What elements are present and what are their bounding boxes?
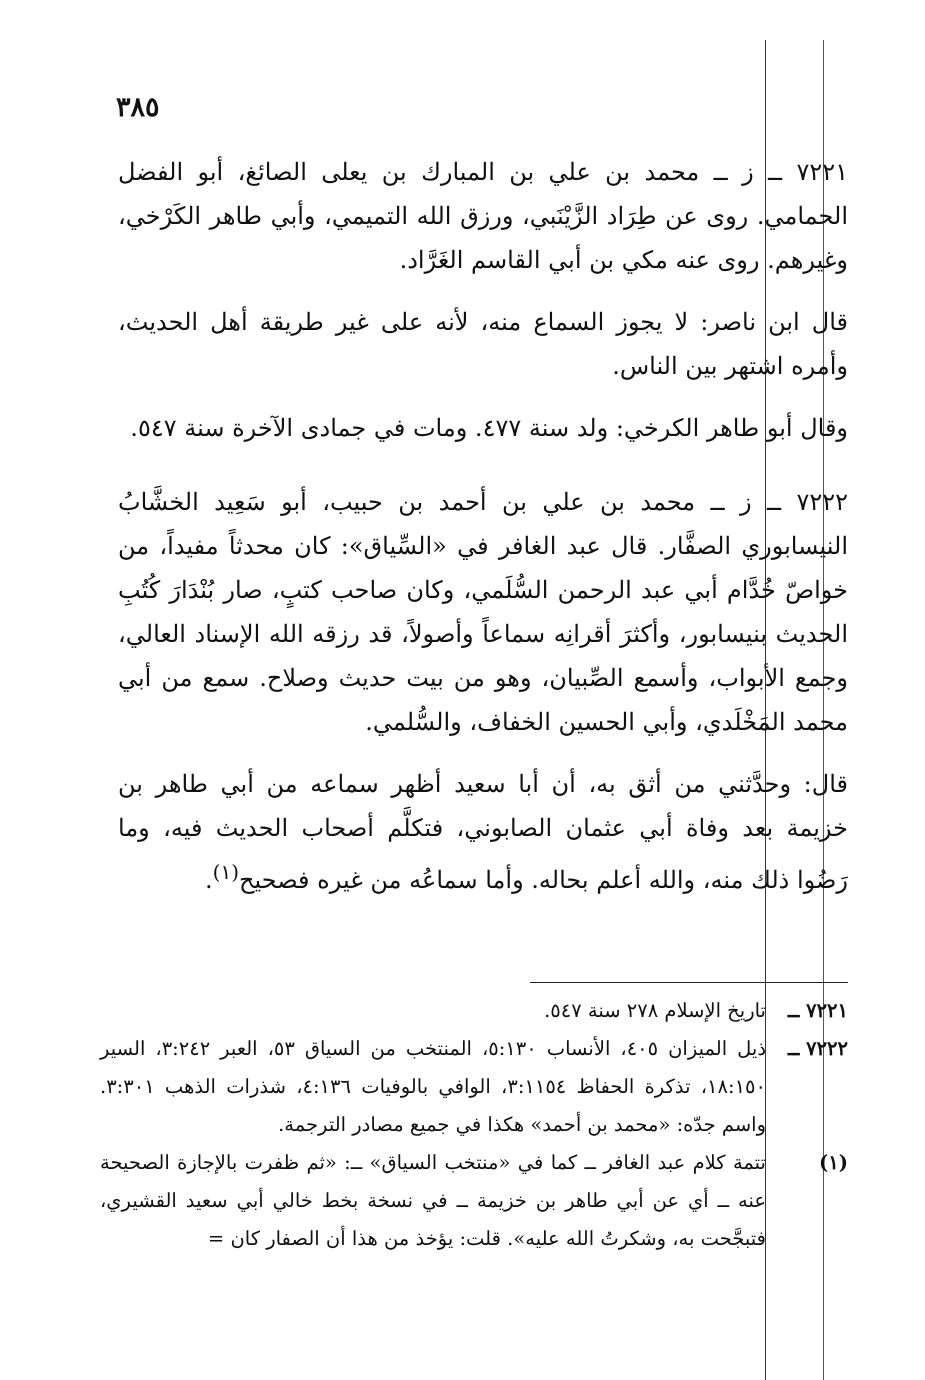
footnote-text: ذيل الميزان ٤٠٥، الأنساب ٥:١٣٠، المنتخب من السياق ٥٣، العبر ٣:٢٤٢، السير ١٨:١٥٠، تذكرة الحفاظ ٣:١١٥٤، الوافي بالوفيات ٤:١٣٦، شذرات الذهب ٣:٣٠١. واسم جدّه: «محمد بن أحمد» هكذا في جميع مصادر الترجمة. (100, 1037, 766, 1136)
footnote-reference: (١) (212, 860, 239, 884)
narration-paragraph: قال: وحدَّثني من أثق به، أن أبا سعيد أظهر سماعه من أبي طاهر بن خزيمة بعد وفاة أبي عثمان الصابوني، فتكلَّم أصحاب الحديث فيه، وما رَضُوا ذلك منه، والله أعلم بحاله. وأما سماعُه من غيره فصحيح$^{(١)}$. (118, 770, 848, 894)
footnote-key: ٧٢٢١ ــ (787, 999, 848, 1022)
ibn-nasir-paragraph: قال ابن ناصر: لا يجوز السماع منه، لأنه على غير طريقة أهل الحديث، وأمره اشتهر بين الناس. (118, 308, 848, 380)
footnotes (100, 992, 848, 1258)
footnote-1 (100, 1144, 848, 1258)
entry-7221-paragraph: ٧٢٢١ ــ ز ــ محمد بن علي بن المبارك بن يعلى الصائغ، أبو الفضل الحمامي. روى عن طِرَاد الزَّيْنَبي، ورزق الله التميمي، وأبي طاهر الكَرْخي، وغيرهم. روى عنه مكي بن أبي القاسم الغَرَّاد. (118, 158, 848, 274)
main-text (118, 150, 848, 920)
footnote-text: تتمة كلام عبد الغافر ــ كما في «منتخب السياق» ــ: «ثم ظفرت بالإجازة الصحيحة عنه ــ أي عن أبي طاهر بن خزيمة ــ في نسخة بخط خالي أبي سعيد القشيري، فتبجَّحت به، وشكرتُ الله عليه». قلت: يؤخذ من هذا أن الصفار كان = (100, 1151, 766, 1250)
footnote-separator (530, 982, 848, 983)
entry-7222-paragraph: ٧٢٢٢ ــ ز ــ محمد بن علي بن أحمد بن حبيب، أبو سَعِيد الخشَّابُ النيسابوري الصفَّار. قال عبد الغافر في «السِّياق»: كان محدثاً مفيداً، من خواصّ خُدَّام أبي عبد الرحمن السُّلَمي، وكان صاحب كتبٍ، صار بُنْدَارَ كُتُبِ الحديث بنيسابور، وأكثرَ أقرانِه سماعاً وأصولاً، قد رزقه الله الإسناد العالي، وجمع الأبواب، وأسمع الصِّبيان، وهو من بيت حديث وصلاح. سمع من أبي محمد المَخْلَدي، وأبي الحسين الخفاف، والسُّلمي. (118, 488, 848, 736)
footnote-key: (١) (819, 1151, 848, 1174)
footnote-7221 (100, 992, 848, 1030)
footnote-key: ٧٢٢٢ ــ (787, 1037, 848, 1060)
footnote-7222 (100, 1030, 848, 1144)
narration-text: قال: وحدَّثني من أثق به، أن أبا سعيد أظهر سماعه من أبي طاهر بن خزيمة بعد وفاة أبي عثمان الصابوني، فتكلَّم أصحاب الحديث فيه، وما رَضُوا ذلك منه، والله أعلم بحاله. وأما سماعُه من غيره فصحيح (118, 770, 848, 894)
page-number: ٣٨٥ (116, 92, 160, 123)
footnote-text: تاريخ الإسلام ٢٧٨ سنة ٥٤٧. (544, 999, 766, 1022)
karkhi-paragraph: وقال أبو طاهر الكرخي: ولد سنة ٤٧٧. ومات في جمادى الآخرة سنة ٥٤٧. (130, 414, 848, 442)
